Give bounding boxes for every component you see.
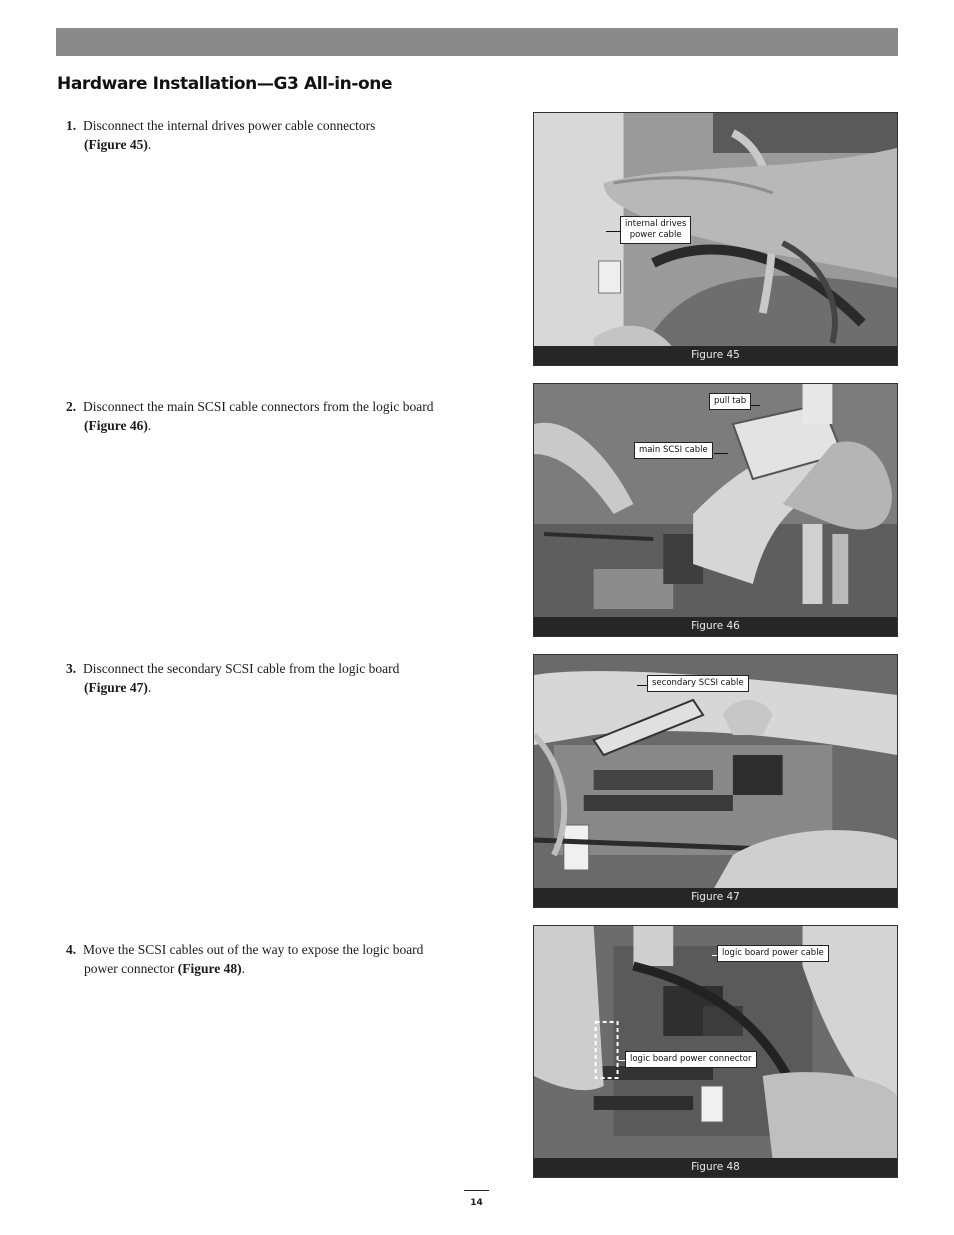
- step-text: Disconnect the secondary SCSI cable from the logic board: [83, 661, 400, 676]
- figure-46-photo: [534, 384, 897, 619]
- step-1: [66, 116, 486, 154]
- page-number: 14: [470, 1198, 483, 1208]
- figure-reference: (Figure 47): [84, 680, 148, 695]
- punctuation: .: [147, 418, 152, 433]
- figure-48-photo: [534, 926, 897, 1160]
- figure-45: [533, 112, 898, 366]
- step-number: 1.: [66, 118, 77, 133]
- figure-46: [533, 383, 898, 637]
- punctuation: .: [241, 961, 245, 976]
- figure-reference: (Figure 46): [84, 418, 148, 433]
- callout-internal-drives-power-cable: [620, 216, 691, 244]
- figure-caption: Figure 47: [534, 888, 897, 907]
- step-text: Disconnect the internal drives power cable connectors: [83, 118, 376, 133]
- figure-caption: Figure 45: [534, 346, 897, 365]
- callout-line-1: logic board power cable: [722, 948, 824, 958]
- callout-line-1: secondary SCSI cable: [652, 678, 744, 688]
- figure-reference: (Figure 45): [84, 137, 148, 152]
- callout-secondary-scsi-cable: [647, 675, 749, 692]
- step-number: 3.: [66, 661, 77, 676]
- callout-leader: [606, 231, 620, 232]
- figure-48: [533, 925, 898, 1178]
- figure-47: [533, 654, 898, 908]
- figure-caption: Figure 48: [534, 1158, 897, 1177]
- footer-rule: [464, 1190, 489, 1191]
- step-2: [66, 397, 486, 435]
- callout-line-2: power cable: [629, 230, 682, 240]
- step-number: 4.: [66, 942, 77, 957]
- callout-line-1: internal drives: [625, 219, 687, 229]
- callout-line-1: pull tab: [714, 396, 747, 406]
- step-text: Disconnect the main SCSI cable connectors from the logic board: [83, 399, 434, 414]
- header-bar: [56, 28, 898, 56]
- callout-logic-board-power-cable: [717, 945, 829, 962]
- punctuation: .: [147, 137, 152, 152]
- step-text: Move the SCSI cables out of the way to expose the logic board: [83, 942, 424, 957]
- punctuation: .: [147, 680, 152, 695]
- callout-main-scsi-cable: [634, 442, 713, 459]
- figure-reference: (Figure 48): [177, 961, 242, 976]
- step-4: [66, 940, 486, 978]
- figure-caption: Figure 46: [534, 617, 897, 636]
- callout-line-1: logic board power connector: [630, 1054, 752, 1064]
- step-3: [66, 659, 486, 697]
- figure-45-photo: [534, 113, 897, 348]
- callout-pull-tab: [709, 393, 751, 410]
- step-number: 2.: [66, 399, 77, 414]
- page-title: Hardware Installation—G3 All-in-one: [57, 74, 393, 94]
- callout-logic-board-power-connector: [625, 1051, 757, 1068]
- callout-line-1: main SCSI cable: [639, 445, 708, 455]
- step-text-continued: power connector: [84, 961, 178, 976]
- callout-leader: [714, 453, 728, 454]
